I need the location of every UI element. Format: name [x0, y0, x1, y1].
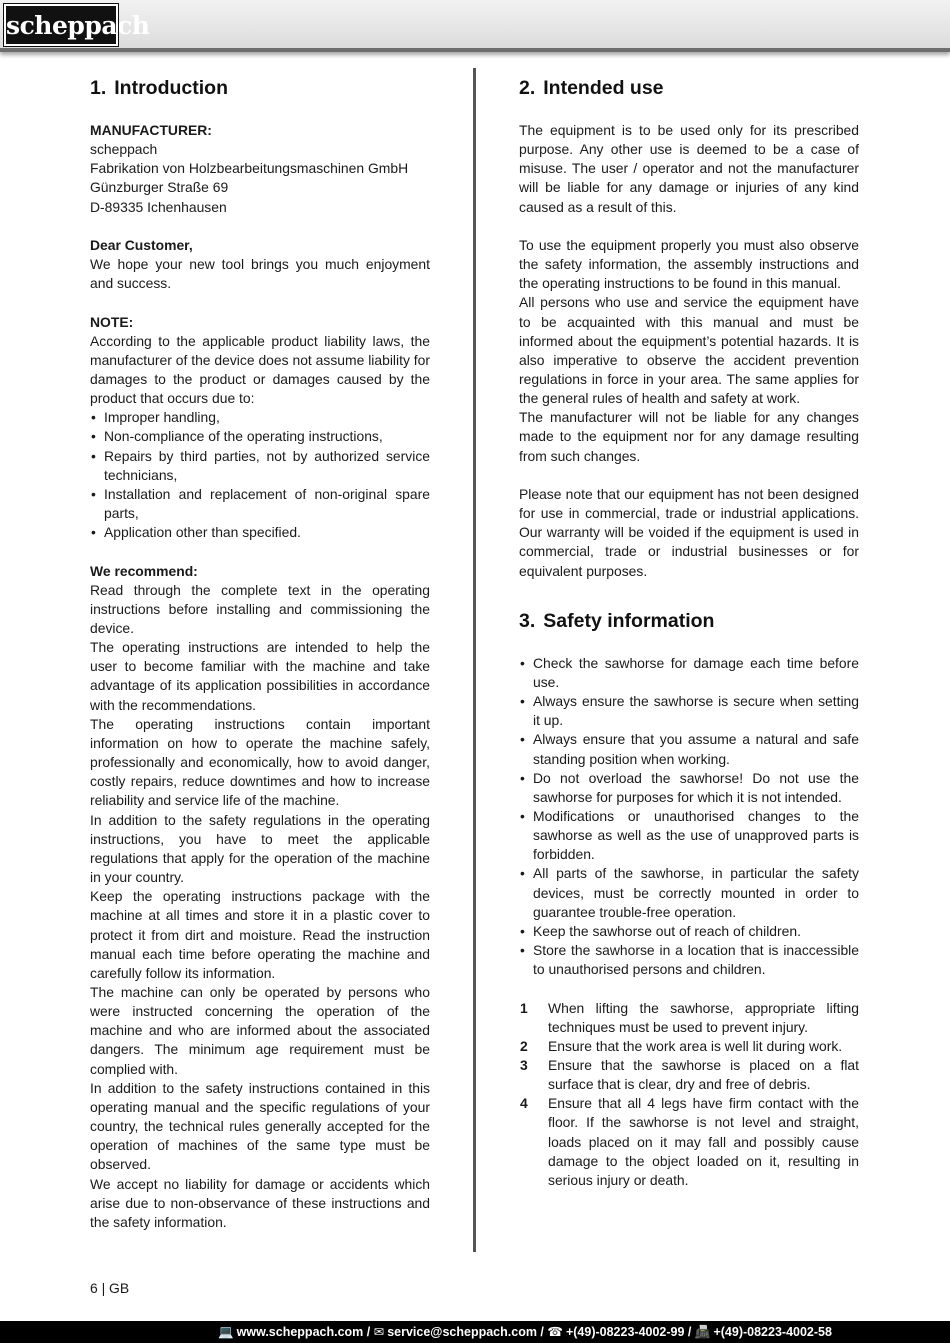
intended-paragraph: Please note that our equipment has not been designed for use in commercial, trade or industrial applications. Our warranty will be voided if the equipment is used in commercial, trade or industrial businesses or for equivalent purposes. — [519, 485, 859, 579]
intended-paragraph: The manufacturer will not be liable for any changes made to the equipment nor for any damage resulting from such changes. — [519, 409, 859, 464]
mail-icon: ✉ — [373, 1325, 385, 1339]
list-item: • Application other than specified. — [90, 523, 430, 542]
intended-paragraph: To use the equipment properly you must also observe the safety information, the assembly instructions and the operating instructions to be found in this manual. — [519, 236, 859, 292]
list-item: 3 Ensure that the sawhorse is placed on a flat surface that is clear, dry and free of debris. — [520, 1056, 859, 1093]
list-item: • Store the sawhorse in a location that is inaccessible to unauthorised persons and children. — [519, 941, 859, 979]
list-item: 2 Ensure that the work area is well lit during work. — [520, 1037, 843, 1054]
phone-icon: ☎ — [547, 1325, 563, 1339]
manufacturer-line: D-89335 Ichenhausen — [90, 198, 227, 215]
recommend-paragraph: The operating instructions are intended to help the user to become familiar with the machine and take advantage of its application possibilities in accordance with the recommendations. — [90, 639, 430, 713]
dear-customer-label: Dear Customer, — [90, 236, 193, 253]
safety-numbered-list — [519, 999, 859, 1191]
safety-bullet-list — [519, 654, 859, 980]
list-item: • Do not overload the sawhorse! Do not use the sawhorse for purposes for which it is not intended. — [519, 769, 859, 807]
recommend-paragraph: The operating instructions contain important information on how to operate the machine safely, professionally and economically, how to avoid danger, costly repairs, reduce downtimes and how to increase reliability and service life of the machine. — [90, 715, 430, 809]
list-item: 4 Ensure that all 4 legs have firm contact with the floor. If the sawhorse is not level and straight, loads placed on it may fall and possibly cause damage to the object loaded on it, resulting in serious injury or death. — [520, 1095, 859, 1188]
intended-paragraph: The equipment is to be used only for its prescribed purpose. Any other use is deemed to be a case of misuse. The user / operator and not the manufacturer will be liable for any damage or injuries of any kind caused as a result of this. — [519, 122, 859, 215]
dear-customer-text: We hope your new tool brings you much enjoyment and success. — [90, 256, 430, 292]
list-item: 1 When lifting the sawhorse, appropriate lifting techniques must be used to prevent injury. — [520, 999, 859, 1035]
computer-icon: 💻 — [218, 1325, 234, 1339]
recommend-paragraph: The machine can only be operated by persons who were instructed concerning the operation of the machine and who are informed about the associated dangers. The minimum age requirement must be complied with. — [90, 983, 430, 1077]
list-item: • Check the sawhorse for damage each time before use. — [519, 654, 859, 692]
list-item: • Modifications or unauthorised changes to the sawhorse as well as the use of unapproved parts is forbidden. — [519, 807, 859, 864]
list-item: • Improper handling, — [90, 408, 430, 427]
recommend-label: We recommend: — [90, 562, 198, 579]
page-footer: 💻 www.scheppach.com / ✉ service@scheppach.com / ☎ +(49)-08223-4002-99 / 📠 +(49)-08223-4002-58 — [0, 1321, 950, 1343]
section-1-heading: 1. Introduction — [90, 77, 228, 99]
page-header — [0, 0, 950, 52]
recommend-paragraph: We accept no liability for damage or accidents which arise due to non-observance of these instructions and the safety information. — [90, 1175, 430, 1230]
column-divider — [473, 68, 476, 1252]
list-item: • All parts of the sawhorse, in particular the safety devices, must be correctly mounted in order to guarantee trouble-free operation. — [519, 864, 859, 921]
list-item: • Keep the sawhorse out of reach of children. — [519, 922, 859, 941]
manufacturer-line: scheppach — [90, 141, 158, 158]
manufacturer-line: Günzburger Straße 69 — [90, 179, 229, 196]
list-item: • Repairs by third parties, not by authorized service technicians, — [90, 447, 430, 485]
left-column — [90, 74, 430, 1232]
note-label: NOTE: — [90, 313, 134, 330]
manufacturer-line: Fabrikation von Holzbearbeitungsmaschinen GmbH — [90, 160, 409, 177]
manufacturer-label: MANUFACTURER: — [90, 122, 212, 138]
list-item: • Always ensure that you assume a natural and safe standing position when working. — [519, 730, 859, 768]
fax-number: +(49)-08223-4002-58 — [713, 1325, 832, 1339]
recommend-paragraph: Keep the operating instructions package with the machine at all times and store it in a plastic cover to protect it from dirt and moisture. Read the instruction manual each time before operating the machine and carefully follow its information. — [90, 888, 430, 981]
fax-icon: 📠 — [694, 1325, 711, 1339]
scheppach-logo: scheppach — [4, 4, 118, 46]
list-item: • Always ensure the sawhorse is secure when setting it up. — [519, 692, 859, 730]
section-2-heading: 2. Intended use — [519, 77, 664, 99]
list-item: • Non-compliance of the operating instructions, — [90, 427, 430, 446]
recommend-paragraph: Read through the complete text in the operating instructions before installing and commissioning the device. — [90, 581, 430, 637]
phone-number: +(49)-08223-4002-99 — [565, 1325, 685, 1339]
website-link[interactable]: www.scheppach.com — [236, 1325, 364, 1339]
list-item: • Installation and replacement of non-original spare parts, — [90, 485, 430, 523]
note-text: According to the applicable product liability laws, the manufacturer of the device does not assume liability for damages to the product or damages caused by the product that occurs due to: — [90, 332, 430, 407]
intended-paragraph: All persons who use and service the equipment have to be acquainted with this manual and must be informed about the equipment’s potential hazards. It is also imperative to observe the accident prevention regulations in force in your area. The same applies for the general rules of health and safety at work. — [519, 294, 859, 407]
note-list — [90, 408, 430, 542]
email-link[interactable]: service@scheppach.com — [387, 1325, 537, 1339]
right-column — [519, 74, 859, 1190]
recommend-paragraph: In addition to the safety instructions contained in this operating manual and the specific regulations of your country, the technical rules generally accepted for the operation of machines of the same type must be observed. — [90, 1079, 430, 1173]
section-3-heading: 3. Safety information — [519, 609, 715, 632]
recommend-paragraph: In addition to the safety regulations in the operating instructions, you have to meet the applicable regulations that apply for the operation of the machine in your country. — [90, 811, 430, 886]
page-number: 6 | GB — [90, 1280, 130, 1296]
